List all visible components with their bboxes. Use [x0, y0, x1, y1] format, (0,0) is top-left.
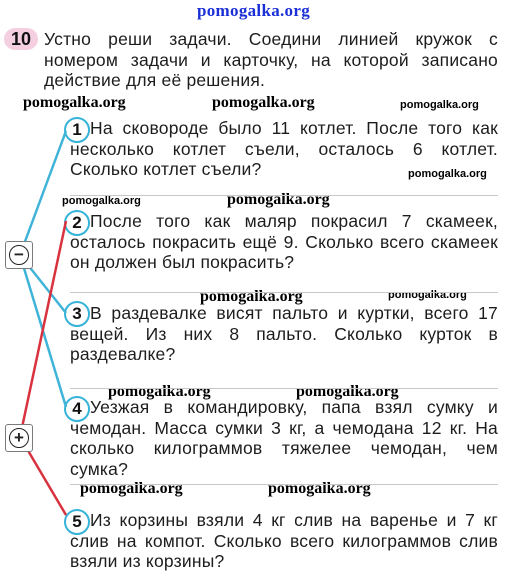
task-text: В раздевалке висят пальто и куртки, всего 17 вещей. Из них 8 пальто. Сколько курток в раздевалке?: [70, 303, 498, 364]
task-text: После того как маляр покрасил 7 скамеек, осталось покрасить ещё 9. Сколько всего скамеек он должен был покрасить?: [70, 211, 498, 272]
watermark: pomogalka.org: [108, 383, 211, 400]
task-text: Уезжая в командировку, папа взял сумку и чемодан. Масса сумки 3 кг, а чемодана 12 кг. На сколько килограммов тяжелее чемодан, чем сумка?: [70, 397, 498, 479]
watermark: pomogalka.org: [23, 94, 126, 111]
exercise-number-badge: 10: [4, 28, 38, 50]
task-number-circle[interactable]: 2: [64, 210, 90, 236]
watermark: pomogalka.org: [62, 195, 141, 207]
watermark: pomogalka.org: [388, 289, 467, 301]
watermark: pomogalka.org: [227, 191, 330, 208]
task-number-circle[interactable]: 1: [64, 117, 90, 143]
watermark-top: pomogalka.org: [197, 1, 310, 20]
watermark: pomogalka.org: [408, 168, 487, 180]
task-text: На сковороде было 11 котлет. После того как несколько котлет съели, осталось 6 котлет. Сколько котлет съели?: [70, 118, 498, 179]
task-number-circle[interactable]: 3: [64, 301, 90, 327]
watermark: pomogalka.org: [200, 288, 303, 305]
connection-line-minus-1: [20, 131, 66, 255]
minus-card[interactable]: [5, 241, 33, 269]
task-number-circle[interactable]: 4: [64, 396, 90, 422]
task-number-circle[interactable]: 5: [64, 509, 90, 535]
watermark: pomogalka.org: [296, 383, 399, 400]
exercise-instruction: Устно реши задачи. Соедини линией кружок с номером задачи и карточку, на которой записано действие для её решения.: [44, 29, 498, 90]
watermark: pomogalka.org: [268, 480, 371, 497]
watermark: pomogalka.org: [212, 94, 315, 111]
minus-icon: −: [9, 245, 29, 265]
plus-icon: +: [9, 428, 29, 448]
watermark: pomogalka.org: [400, 99, 479, 111]
task-text: Из корзины взяли 4 кг слив на варенье и 7 кг слив на компот. Сколько всего килограммов слив взяли из корзины?: [70, 510, 498, 571]
watermark: pomogalka.org: [80, 480, 183, 497]
plus-card[interactable]: [5, 424, 33, 452]
